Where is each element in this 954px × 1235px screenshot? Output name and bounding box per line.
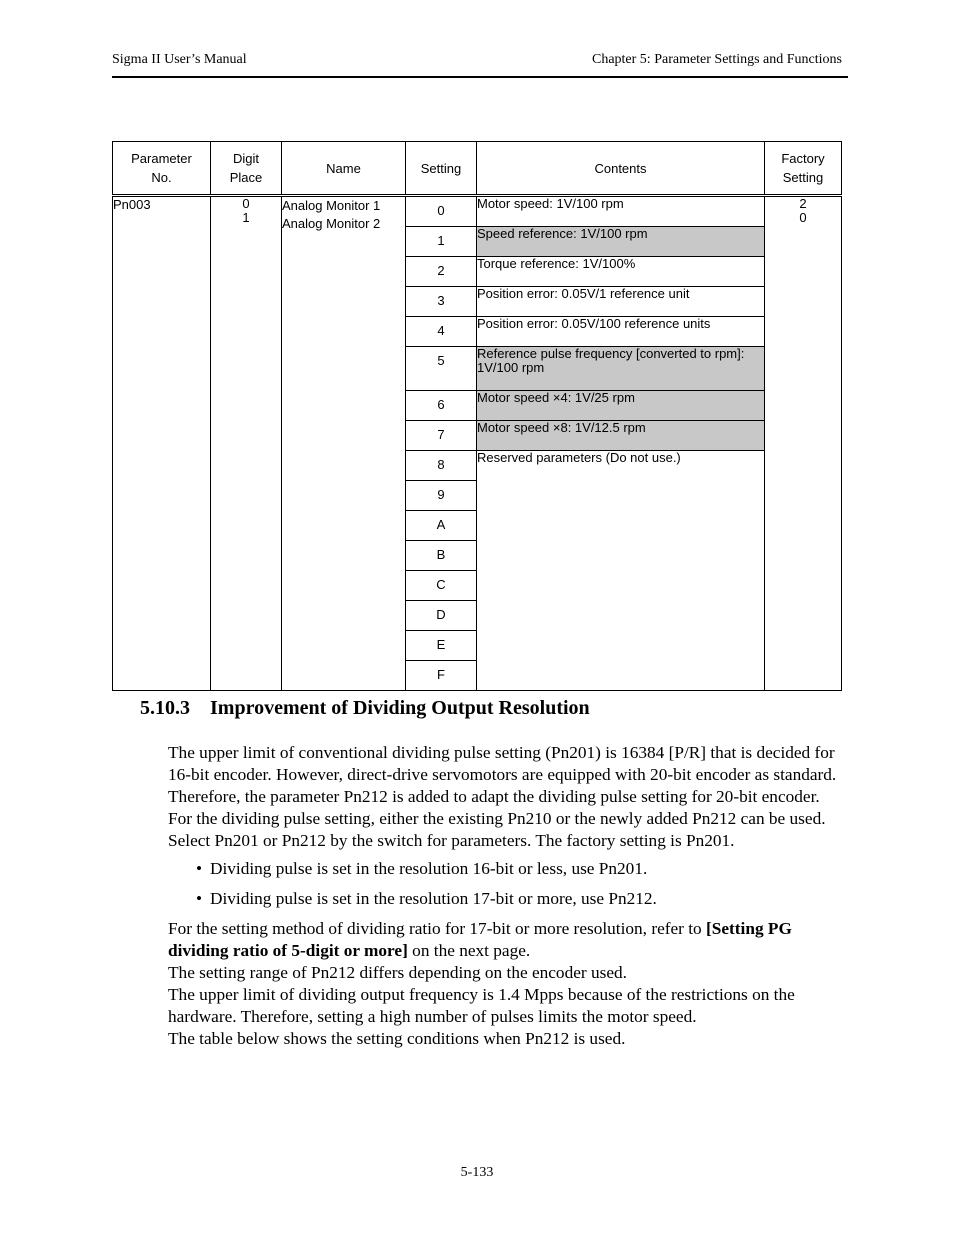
paragraph: For the dividing pulse setting, either the existing Pn210 or the newly added Pn212 can be used. (168, 809, 826, 828)
paragraph: For the setting method of dividing ratio for 17-bit or more resolution, refer to [Setting PG dividing ratio of 5-digit or more] on the next page. (168, 919, 792, 960)
list-item: • Dividing pulse is set in the resolution 16-bit or less, use Pn201. (196, 859, 648, 878)
setting-cell: D (406, 601, 477, 631)
header-contents: Contents (477, 142, 765, 196)
header-manual-title: Sigma II User’s Manual (112, 52, 247, 67)
header-parameter-no: Parameter No. (113, 142, 211, 196)
contents-cell: Motor speed ×4: 1V/25 rpm (477, 391, 765, 421)
contents-cell: Position error: 0.05V/100 reference units (477, 317, 765, 347)
header-setting: Setting (406, 142, 477, 196)
setting-cell: C (406, 571, 477, 601)
setting-cell: 0 (406, 196, 477, 227)
contents-cell: Speed reference: 1V/100 rpm (477, 227, 765, 257)
setting-cell: 3 (406, 287, 477, 317)
header-factory-setting: Factory Setting (765, 142, 842, 196)
bullet-list (168, 858, 843, 910)
reserved-contents-cell: Reserved parameters (Do not use.) (477, 451, 765, 691)
setting-cell: E (406, 631, 477, 661)
contents-cell: Torque reference: 1V/100% (477, 257, 765, 287)
setting-cell: 7 (406, 421, 477, 451)
contents-cell: Motor speed: 1V/100 rpm (477, 196, 765, 227)
page-header (112, 52, 848, 78)
digit-place-cell: 0 1 (211, 196, 282, 691)
setting-cell: 2 (406, 257, 477, 287)
list-item: • Dividing pulse is set in the resolution 17-bit or more, use Pn212. (196, 889, 657, 908)
contents-cell: Motor speed ×8: 1V/12.5 rpm (477, 421, 765, 451)
setting-cell: 1 (406, 227, 477, 257)
page-number: 5-133 (460, 1165, 494, 1180)
setting-cell: 5 (406, 347, 477, 391)
body-text (168, 742, 843, 1050)
section-number: 5.10.3 (140, 697, 190, 719)
parameter-table (112, 141, 842, 691)
setting-cell: 8 (406, 451, 477, 481)
header-digit-place: Digit Place (211, 142, 282, 196)
paragraph: The setting range of Pn212 differs depending on the encoder used. (168, 963, 627, 982)
setting-cell: 6 (406, 391, 477, 421)
paragraph: The table below shows the setting conditions when Pn212 is used. (168, 1029, 626, 1048)
section-heading (140, 697, 590, 720)
table-row (113, 196, 842, 227)
name-cell: Analog Monitor 1 Analog Monitor 2 (282, 196, 406, 691)
setting-cell: 4 (406, 317, 477, 347)
table-header-row (113, 142, 842, 196)
setting-cell: 9 (406, 481, 477, 511)
header-chapter-title: Chapter 5: Parameter Settings and Functions (591, 52, 842, 67)
paragraph: The upper limit of conventional dividing pulse setting (Pn201) is 16384 [P/R] that is decided for 16-bit encoder. However, direct-drive servomotors are equipped with 20-bit encoder as standard. Therefore, the parameter Pn212 is added to adapt the dividing pulse setting for 20-bit encoder. (168, 743, 837, 806)
header-name: Name (282, 142, 406, 196)
contents-cell: Reference pulse frequency [converted to rpm]: 1V/100 rpm (477, 347, 765, 391)
factory-setting-cell: 2 0 (765, 196, 842, 691)
section-title: Improvement of Dividing Output Resolution (210, 697, 590, 719)
paragraph: Select Pn201 or Pn212 by the switch for parameters. The factory setting is Pn201. (168, 831, 735, 850)
paragraph: The upper limit of dividing output frequency is 1.4 Mpps because of the restrictions on the hardware. Therefore, setting a high number of pulses limits the motor speed. (168, 985, 795, 1026)
setting-cell: B (406, 541, 477, 571)
setting-cell: A (406, 511, 477, 541)
cross-reference: [Setting PG dividing ratio of 5-digit or more] (168, 919, 792, 960)
contents-cell: Position error: 0.05V/1 reference unit (477, 287, 765, 317)
param-no-cell: Pn003 (113, 196, 211, 691)
setting-cell: F (406, 661, 477, 691)
